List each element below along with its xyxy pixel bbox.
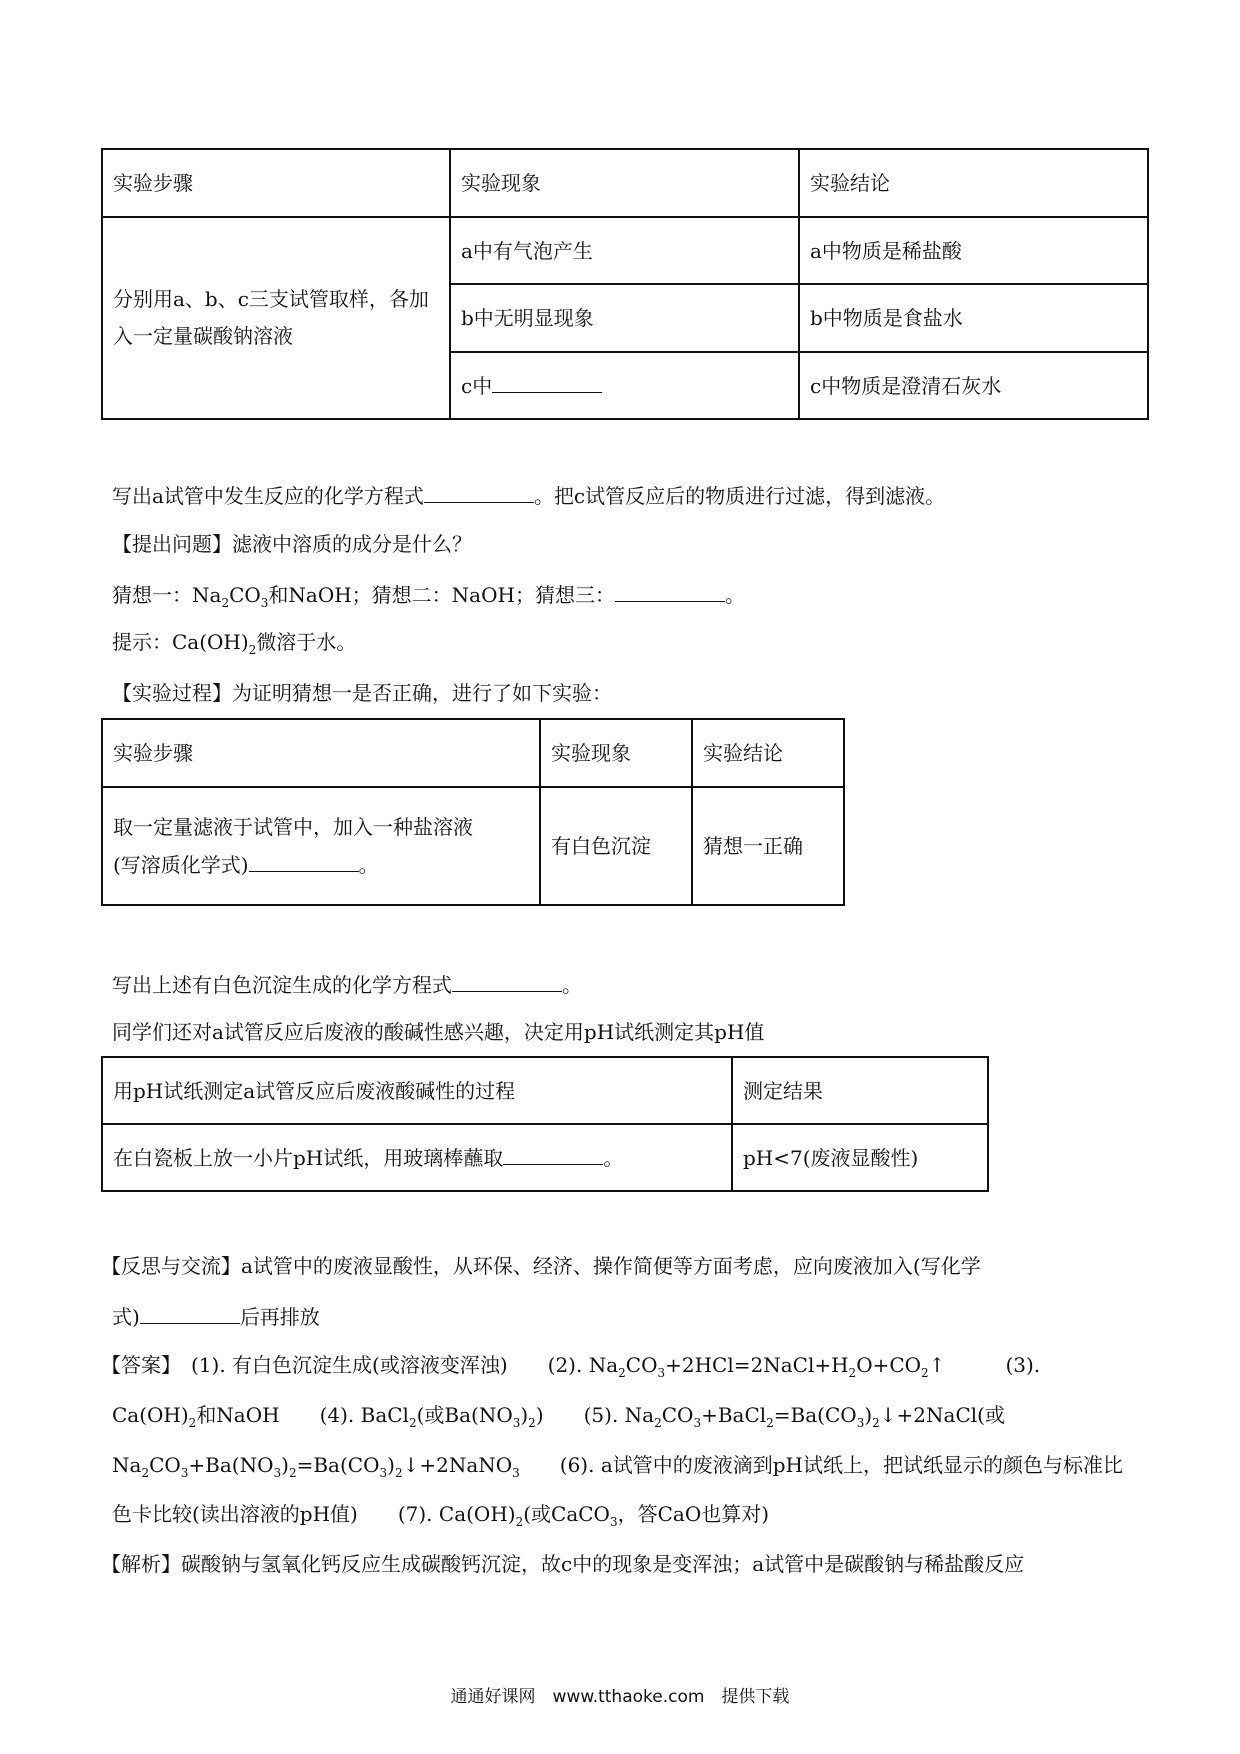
table1-conclusion-b: b中物质是食盐水 [799, 284, 1148, 352]
blank-c-phenomenon[interactable] [492, 374, 602, 393]
answer-text: ↓+2NaCl(或 [879, 1403, 1005, 1427]
subscript: 3 [379, 1466, 388, 1480]
subscript: 3 [512, 1466, 520, 1480]
reflect-text-a: 式) [112, 1305, 140, 1329]
guess-line [112, 583, 745, 610]
filter-text: 。把c试管反应后的物质进行过滤，得到滤液。 [533, 484, 946, 508]
answer-text: ，答CaO也算对) [617, 1502, 770, 1526]
answer-line-4 [112, 1502, 770, 1529]
subscript: 3 [180, 1466, 189, 1480]
answer-text: (或CaCO [523, 1502, 610, 1526]
table2-step-cell [102, 787, 540, 905]
precipitate-equation-line [112, 973, 582, 995]
table2-phenomenon: 有白色沉淀 [540, 787, 692, 905]
table3-header-result: 测定结果 [732, 1057, 988, 1124]
reflect-line-2 [112, 1305, 320, 1327]
answer-text: ) [387, 1453, 395, 1477]
table3-process [102, 1124, 732, 1191]
guess-end: 。 [724, 583, 745, 607]
process-line: 【实验过程】为证明猜想一是否正确，进行了如下实验： [112, 681, 612, 705]
table2-step-text-b: (写溶质化学式) [113, 853, 249, 877]
answer-text: +BaCl [701, 1403, 767, 1427]
answer-text: =Ba(CO [773, 1403, 857, 1427]
answer-text: +Ba(NO [188, 1453, 274, 1477]
hint-line [112, 630, 357, 657]
answer-text: +2HCl=2NaCl+H [665, 1353, 849, 1377]
subscript: 3 [856, 1416, 865, 1430]
answer-text: ↓+2NaNO [402, 1453, 513, 1477]
subscript: 3 [273, 1466, 282, 1480]
table3-process-end: 。 [603, 1145, 624, 1170]
table1-phenomenon-a: a中有气泡产生 [450, 217, 799, 284]
answer-text: CO [661, 1403, 694, 1427]
answer-text: CO [625, 1353, 658, 1377]
analysis-line: 【解析】碳酸钠与氢氧化钙反应生成碳酸钙沉淀，故c中的现象是变浑浊；a试管中是碳酸钠与稀盐酸反应 [101, 1552, 1025, 1576]
hint-text-b: 微溶于水。 [256, 630, 357, 654]
subscript: 3 [512, 1416, 521, 1430]
answer-text: 色卡比较(读出溶液的pH值) (7). Ca(OH) [112, 1502, 516, 1526]
table3-process-text: 在白瓷板上放一小片pH试纸，用玻璃棒蘸取 [113, 1145, 504, 1170]
precipitate-equation-end: 。 [562, 973, 582, 997]
guess-text-b: CO [229, 583, 261, 607]
table1-phenomenon-c-text: c中 [461, 373, 493, 398]
answer-text: 和NaOH (4). BaCl [196, 1403, 409, 1427]
equation-prompt-line [112, 484, 945, 506]
table1-header-conclusion: 实验结论 [799, 149, 1148, 217]
blank-ph-sample[interactable] [503, 1146, 603, 1165]
subscript: 2 [394, 1466, 403, 1480]
table2-header-conclusion: 实验结论 [692, 719, 844, 787]
ph-intro-line: 同学们还对a试管反应后废液的酸碱性感兴趣，决定用pH试纸测定其pH值 [112, 1020, 765, 1044]
blank-guess-three[interactable] [615, 583, 725, 602]
subscript: 2 [408, 1416, 417, 1430]
table1-step-cell: 分别用a、b、c三支试管取样，各加入一定量碳酸钠溶液 [102, 217, 450, 419]
subscript: 3 [260, 596, 269, 610]
table1-phenomenon-c [450, 352, 799, 419]
answer-line-2 [112, 1403, 1005, 1430]
subscript: 2 [188, 1416, 197, 1430]
subscript: 3 [657, 1366, 666, 1380]
question-line: 【提出问题】滤液中溶质的成分是什么？ [112, 532, 472, 556]
subscript: 2 [221, 596, 230, 610]
blank-precipitate-equation[interactable] [452, 973, 562, 992]
table1-phenomenon-b: b中无明显现象 [450, 284, 799, 352]
table3-header-process: 用pH试纸测定a试管反应后废液酸碱性的过程 [102, 1057, 732, 1124]
blank-salt-formula[interactable] [249, 853, 359, 872]
subscript: 3 [693, 1416, 702, 1430]
subscript: 2 [288, 1466, 297, 1480]
equation-prompt-text: 写出a试管中发生反应的化学方程式 [112, 484, 424, 508]
answer-text: 【答案】 (1). 有白色沉淀生成(或溶液变浑浊) (2). Na [101, 1353, 619, 1377]
table1-conclusion-a: a中物质是稀盐酸 [799, 217, 1148, 284]
subscript: 2 [921, 1366, 929, 1380]
guess-text-c: 和NaOH；猜想二：NaOH；猜想三： [268, 583, 615, 607]
answer-text: O+CO [856, 1353, 922, 1377]
answer-text: ) (5). Na [535, 1403, 655, 1427]
reflect-line-1: 【反思与交流】a试管中的废液显酸性，从环保、经济、操作简便等方面考虑，应向废液加入(写化学 [101, 1254, 981, 1278]
answer-text: ) [864, 1403, 873, 1427]
table2-step-line-b [113, 846, 529, 884]
page-footer: 通通好课网 www.tthaoke.com 提供下载 [450, 1687, 790, 1707]
subscript: 2 [248, 643, 257, 657]
subscript: 3 [609, 1515, 618, 1529]
table2-step-end: 。 [358, 853, 379, 877]
answer-text: (或Ba(NO [416, 1403, 513, 1427]
hint-text-a: 提示：Ca(OH) [112, 630, 249, 654]
table2-header-phenomenon: 实验现象 [540, 719, 692, 787]
answer-text: ) [281, 1453, 289, 1477]
table1-header-phenomenon: 实验现象 [450, 149, 799, 217]
subscript: 2 [654, 1416, 662, 1430]
table1-conclusion-c: c中物质是澄清石灰水 [799, 352, 1148, 419]
reflect-text-b: 后再排放 [239, 1305, 320, 1329]
table3-result: pH<7(废液显酸性) [732, 1124, 988, 1191]
answer-text: ) [520, 1403, 529, 1427]
ph-test-table [101, 1056, 989, 1192]
answer-line-1 [101, 1353, 1041, 1380]
subscript: 2 [766, 1416, 774, 1430]
subscript: 2 [872, 1416, 880, 1430]
answer-text: Na [112, 1453, 142, 1477]
table2-step-text-a: 取一定量滤液于试管中，加入一种盐溶液 [113, 815, 473, 839]
guess-text-a: 猜想一：Na [112, 583, 222, 607]
subscript: 2 [618, 1366, 626, 1380]
subscript: 2 [141, 1466, 150, 1480]
table1-header-step: 实验步骤 [102, 149, 450, 217]
blank-neutralizer[interactable] [140, 1305, 240, 1324]
table2-header-step: 实验步骤 [102, 719, 540, 787]
blank-a-equation[interactable] [424, 484, 534, 503]
answer-line-3 [112, 1453, 1123, 1480]
table2-conclusion: 猜想一正确 [692, 787, 844, 905]
answer-text: CO [149, 1453, 181, 1477]
precipitate-equation-text: 写出上述有白色沉淀生成的化学方程式 [112, 973, 452, 997]
experiment-table-2 [101, 718, 845, 906]
answer-text: Ca(OH) [112, 1403, 189, 1427]
subscript: 2 [515, 1515, 524, 1529]
subscript: 2 [848, 1366, 857, 1380]
subscript: 2 [528, 1416, 536, 1430]
answer-text: ↑ (3). [928, 1353, 1041, 1377]
answer-text: =Ba(CO [296, 1453, 380, 1477]
experiment-table-1 [101, 148, 1149, 420]
answer-text: (6). a试管中的废液滴到pH试纸上，把试纸显示的颜色与标准比 [519, 1453, 1123, 1477]
